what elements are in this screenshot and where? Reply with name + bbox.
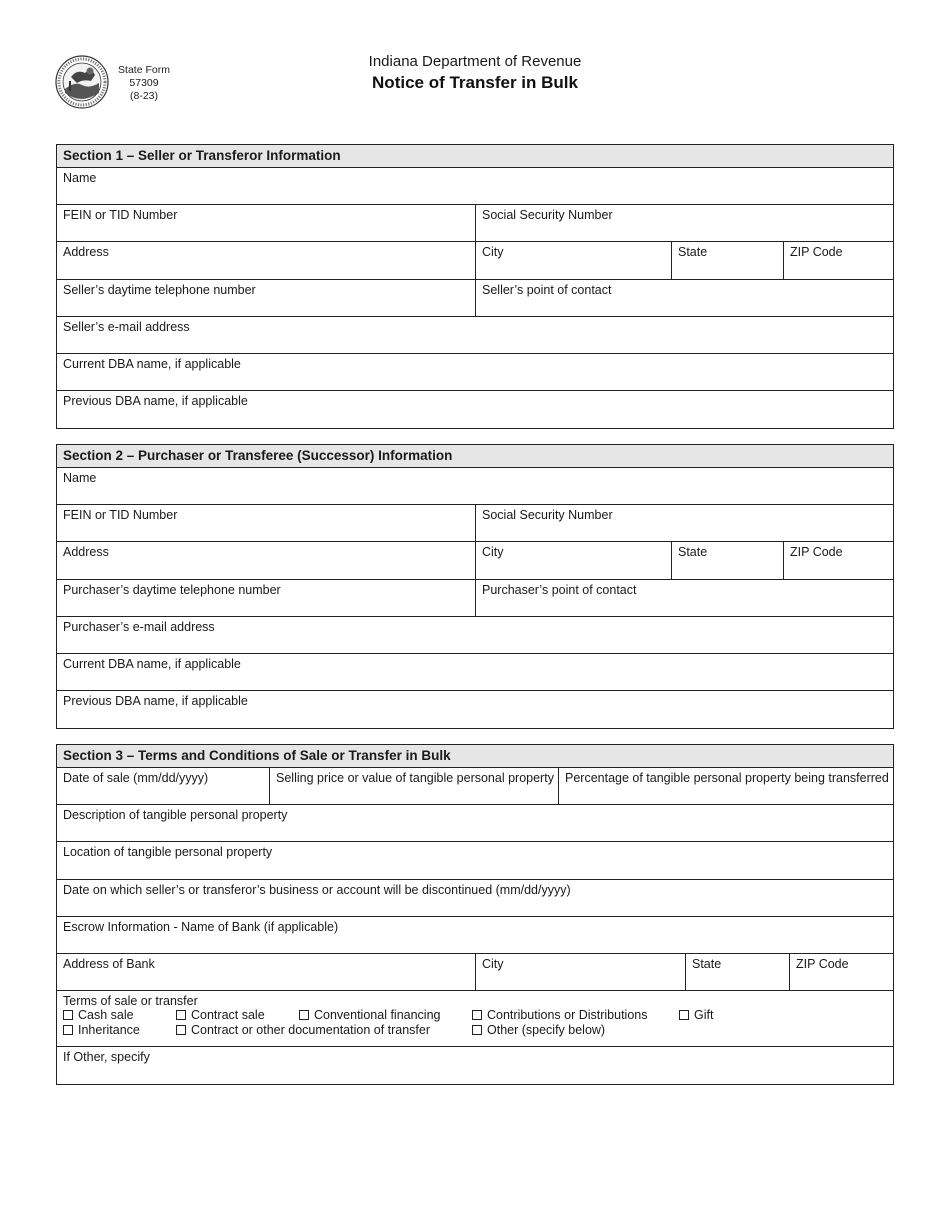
checkbox-gift[interactable] xyxy=(679,1008,713,1023)
purchaser-address-label: Address xyxy=(63,545,109,559)
purchaser-zip-field[interactable] xyxy=(784,542,893,579)
bank-zip-label: ZIP Code xyxy=(796,957,849,971)
seller-current-dba-field[interactable] xyxy=(57,354,893,390)
checkbox-icon xyxy=(176,1025,186,1035)
bank-city-label: City xyxy=(482,957,504,971)
contract-sale-label: Contract sale xyxy=(191,1008,265,1022)
purchaser-fein-field[interactable] xyxy=(57,505,476,541)
section-3-terms xyxy=(56,744,894,1085)
discontinued-date-field[interactable] xyxy=(57,880,893,916)
section-1-heading: Section 1 – Seller or Transferor Information xyxy=(57,145,893,168)
bank-state-label: State xyxy=(692,957,722,971)
seller-current-dba-label: Current DBA name, if applicable xyxy=(63,357,241,371)
checkbox-icon xyxy=(176,1010,186,1020)
form-revision: (8-23) xyxy=(129,90,158,102)
selling-price-label: Selling price or value of tangible personal property xyxy=(276,771,554,785)
date-of-sale-label: Date of sale (mm/dd/yyyy) xyxy=(63,771,209,785)
purchaser-phone-label: Purchaser’s daytime telephone number xyxy=(63,583,281,597)
inheritance-label: Inheritance xyxy=(78,1023,140,1037)
checkbox-icon xyxy=(63,1010,73,1020)
seller-state-label: State xyxy=(678,245,708,259)
checkbox-contributions[interactable] xyxy=(472,1008,648,1023)
purchaser-previous-dba-label: Previous DBA name, if applicable xyxy=(63,694,248,708)
purchaser-zip-label: ZIP Code xyxy=(790,545,843,559)
purchaser-email-field[interactable] xyxy=(57,617,893,653)
checkbox-contract-documentation[interactable] xyxy=(176,1023,430,1038)
checkbox-conventional-financing[interactable] xyxy=(299,1008,440,1023)
other-label: Other (specify below) xyxy=(487,1023,606,1037)
discontinued-date-label: Date on which seller’s or transferor’s business or account will be discontinued (mm/dd/yyyy) xyxy=(63,883,571,897)
purchaser-city-field[interactable] xyxy=(476,542,672,579)
seller-address-field[interactable] xyxy=(57,242,476,279)
gift-label: Gift xyxy=(694,1008,714,1022)
property-description-field[interactable] xyxy=(57,805,893,841)
seller-zip-field[interactable] xyxy=(784,242,893,279)
seller-previous-dba-label: Previous DBA name, if applicable xyxy=(63,394,248,408)
bank-city-field[interactable] xyxy=(476,954,686,990)
contributions-label: Contributions or Distributions xyxy=(487,1008,648,1022)
seller-name-label: Name xyxy=(63,171,97,185)
seller-fein-field[interactable] xyxy=(57,205,476,241)
seller-previous-dba-field[interactable] xyxy=(57,391,893,428)
property-location-label: Location of tangible personal property xyxy=(63,845,273,859)
section-1-seller xyxy=(56,144,894,429)
seller-city-label: City xyxy=(482,245,504,259)
seller-contact-field[interactable] xyxy=(476,280,893,316)
cash-sale-label: Cash sale xyxy=(78,1008,134,1022)
seller-contact-label: Seller’s point of contact xyxy=(482,283,612,297)
purchaser-previous-dba-field[interactable] xyxy=(57,691,893,728)
form-label: State Form xyxy=(118,64,170,76)
date-of-sale-field[interactable] xyxy=(57,768,270,804)
seller-state-field[interactable] xyxy=(672,242,784,279)
purchaser-phone-field[interactable] xyxy=(57,580,476,616)
checkbox-inheritance[interactable] xyxy=(63,1023,140,1038)
form-title: Notice of Transfer in Bulk xyxy=(372,73,578,92)
checkbox-icon xyxy=(299,1010,309,1020)
terms-of-sale-group xyxy=(57,991,893,1047)
checkbox-icon xyxy=(472,1010,482,1020)
purchaser-name-field[interactable] xyxy=(57,468,893,504)
purchaser-address-field[interactable] xyxy=(57,542,476,579)
purchaser-email-label: Purchaser’s e-mail address xyxy=(63,620,215,634)
percentage-field[interactable] xyxy=(559,768,893,804)
purchaser-current-dba-label: Current DBA name, if applicable xyxy=(63,657,241,671)
form-number: 57309 xyxy=(129,77,159,89)
bank-state-field[interactable] xyxy=(686,954,790,990)
property-location-field[interactable] xyxy=(57,842,893,879)
seller-ssn-field[interactable] xyxy=(476,205,893,241)
checkbox-contract-sale[interactable] xyxy=(176,1008,265,1023)
purchaser-current-dba-field[interactable] xyxy=(57,654,893,690)
escrow-bank-field[interactable] xyxy=(57,917,893,953)
section-3-heading: Section 3 – Terms and Conditions of Sale or Transfer in Bulk xyxy=(57,745,893,768)
seller-address-label: Address xyxy=(63,245,109,259)
section-2-heading: Section 2 – Purchaser or Transferee (Successor) Information xyxy=(57,445,893,468)
seller-email-field[interactable] xyxy=(57,317,893,353)
purchaser-ssn-field[interactable] xyxy=(476,505,893,541)
checkbox-icon xyxy=(472,1025,482,1035)
section-2-purchaser xyxy=(56,444,894,729)
bank-address-label: Address of Bank xyxy=(63,957,155,971)
seller-ssn-label: Social Security Number xyxy=(482,208,613,222)
conventional-financing-label: Conventional financing xyxy=(314,1008,441,1022)
seller-city-field[interactable] xyxy=(476,242,672,279)
bank-address-field[interactable] xyxy=(57,954,476,990)
percentage-label: Percentage of tangible personal property being transferred xyxy=(565,771,889,785)
escrow-bank-label: Escrow Information - Name of Bank (if applicable) xyxy=(63,920,339,934)
seller-phone-field[interactable] xyxy=(57,280,476,316)
checkbox-icon xyxy=(63,1025,73,1035)
checkbox-other[interactable] xyxy=(472,1023,605,1038)
selling-price-field[interactable] xyxy=(270,768,559,804)
contract-documentation-label: Contract or other documentation of transfer xyxy=(191,1023,431,1037)
purchaser-state-field[interactable] xyxy=(672,542,784,579)
seller-fein-label: FEIN or TID Number xyxy=(63,208,178,222)
purchaser-fein-label: FEIN or TID Number xyxy=(63,508,178,522)
purchaser-ssn-label: Social Security Number xyxy=(482,508,613,522)
seller-name-field[interactable] xyxy=(57,168,893,204)
purchaser-state-label: State xyxy=(678,545,708,559)
purchaser-contact-label: Purchaser’s point of contact xyxy=(482,583,637,597)
checkbox-icon xyxy=(679,1010,689,1020)
bank-zip-field[interactable] xyxy=(790,954,893,990)
seller-zip-label: ZIP Code xyxy=(790,245,843,259)
seller-phone-label: Seller’s daytime telephone number xyxy=(63,283,256,297)
terms-of-sale-label: Terms of sale or transfer xyxy=(63,994,198,1008)
if-other-specify-label: If Other, specify xyxy=(63,1050,150,1064)
seller-email-label: Seller’s e-mail address xyxy=(63,320,190,334)
if-other-specify-field[interactable] xyxy=(57,1047,893,1084)
purchaser-contact-field[interactable] xyxy=(476,580,893,616)
purchaser-city-label: City xyxy=(482,545,504,559)
property-description-label: Description of tangible personal property xyxy=(63,808,288,822)
agency-name: Indiana Department of Revenue xyxy=(368,53,582,70)
purchaser-name-label: Name xyxy=(63,471,97,485)
checkbox-cash-sale[interactable] xyxy=(63,1008,134,1023)
